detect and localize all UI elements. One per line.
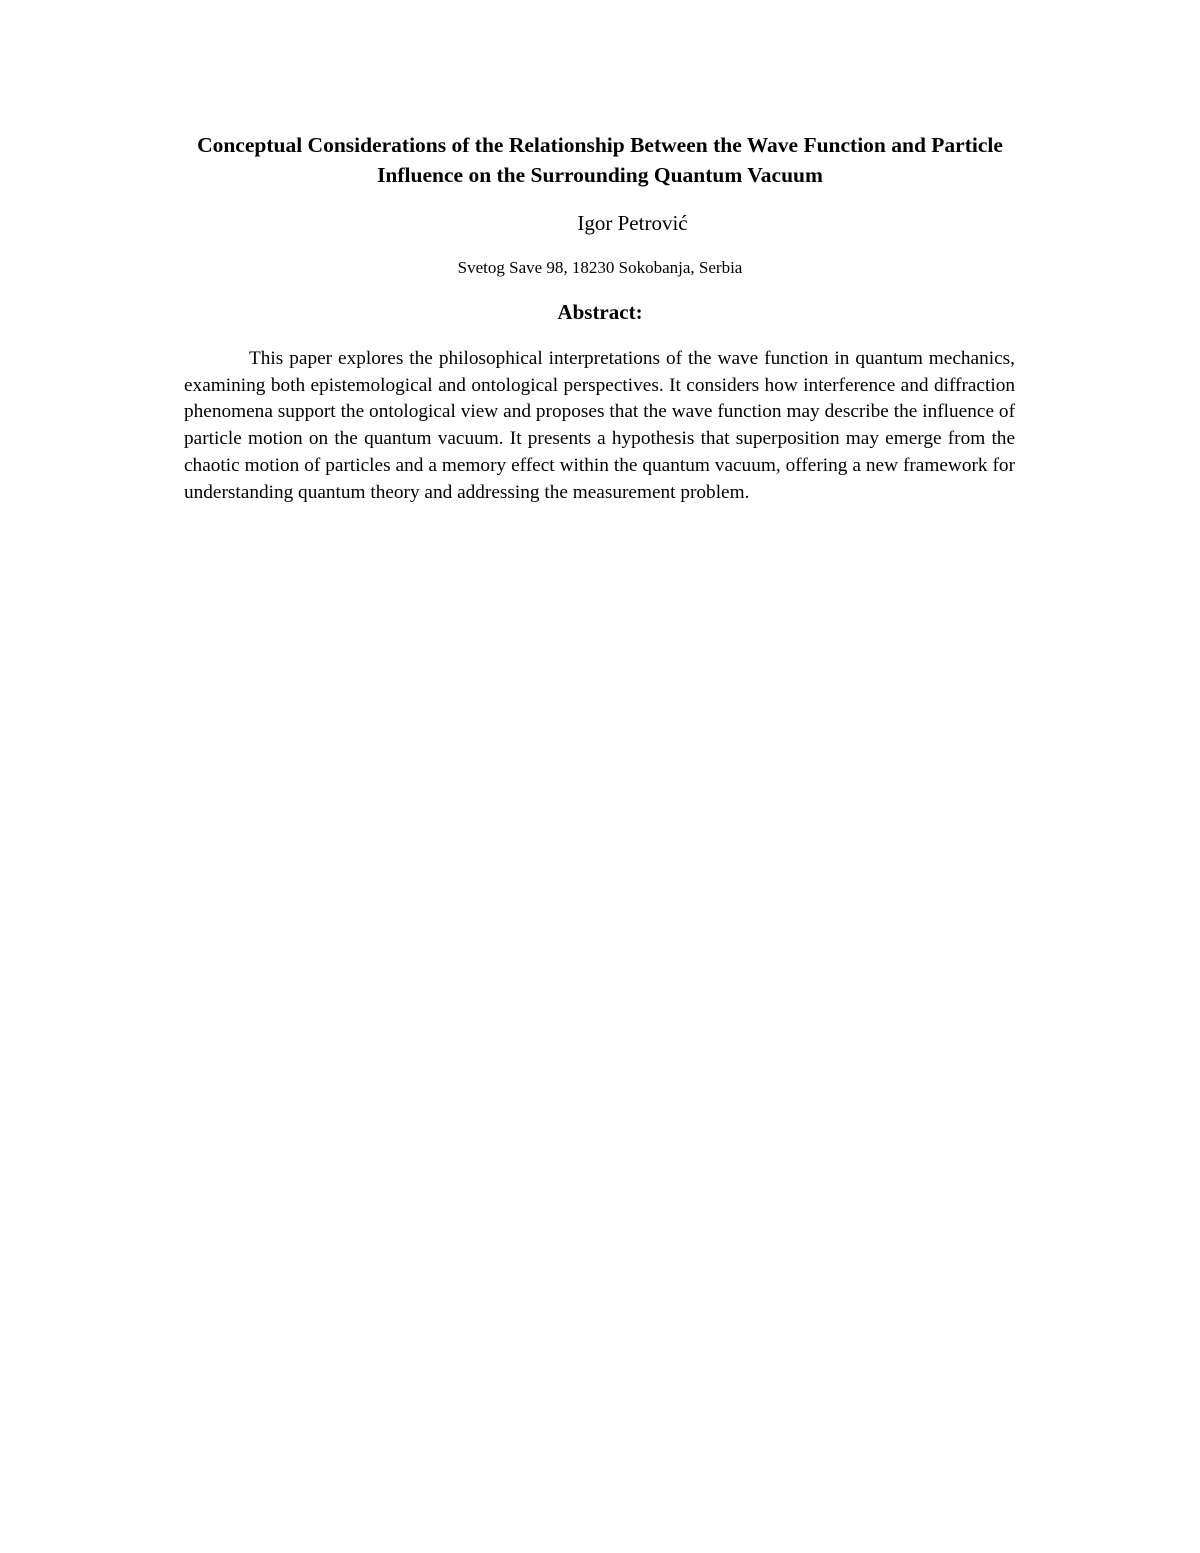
paper-title-line-1: Conceptual Considerations of the Relationship Between the Wave Function and Particle <box>197 133 1003 157</box>
abstract-heading: Abstract: <box>557 300 643 324</box>
author-name: Igor Petrović <box>577 211 688 235</box>
paper-title-line-2: Influence on the Surrounding Quantum Vacuum <box>377 163 823 187</box>
author-affiliation: Svetog Save 98, 18230 Sokobanja, Serbia <box>457 258 743 277</box>
paper-title <box>160 130 1040 190</box>
abstract-paragraph: This paper explores the philosophical interpretations of the wave function in quantum mechanics, examining both epistemological and ontological perspectives. It considers how interference and diffraction phenomena support the ontological view and proposes that the wave function may describe the influence of particle motion on the quantum vacuum. It presents a hypothesis that superposition may emerge from the chaotic motion of particles and a memory effect within the quantum vacuum, offering a new framework for understanding quantum theory and addressing the measurement problem. <box>184 348 1015 503</box>
